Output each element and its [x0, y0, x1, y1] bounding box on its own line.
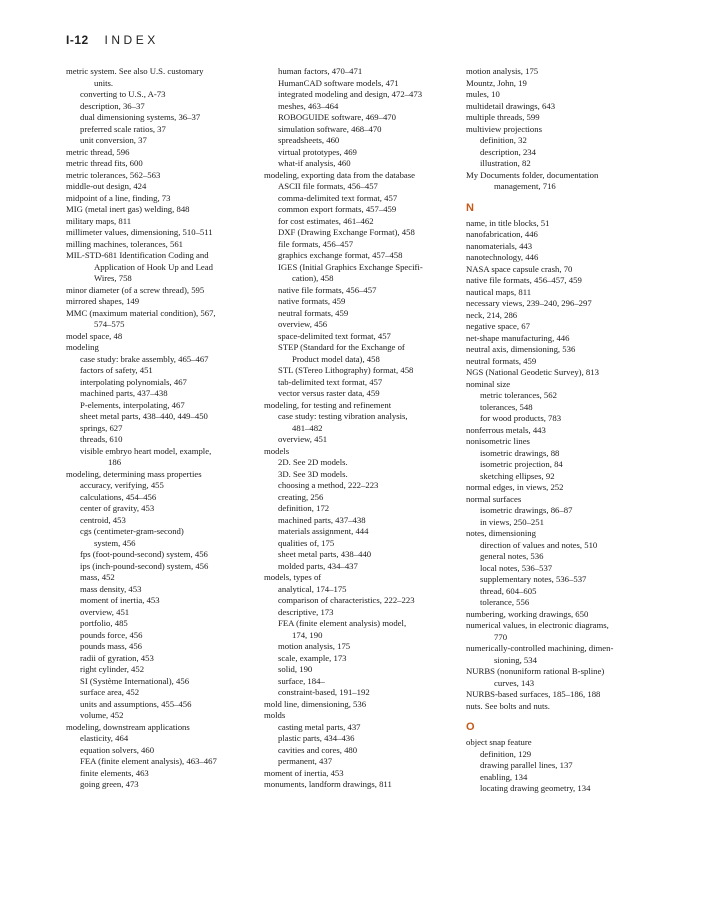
- index-subentry: sheet metal parts, 438–440, 449–450: [80, 411, 208, 421]
- index-subentry: ROBOGUIDE software, 469–470: [278, 112, 396, 122]
- index-subentry: general notes, 536: [480, 551, 544, 561]
- index-subentry: meshes, 463–464: [278, 100, 339, 111]
- index-entry: multiple threads, 599: [466, 112, 540, 122]
- index-subentry: sheet metal parts, 438–440: [278, 549, 372, 559]
- index-entry: nonisometric lines: [466, 436, 530, 446]
- index-entry: nanofabrication, 446: [466, 229, 538, 239]
- index-subentry: creating, 256: [278, 491, 324, 502]
- index-subentry: description, 36–37: [80, 100, 145, 111]
- index-entry: mold line, dimensioning, 536: [264, 698, 367, 709]
- index-subentry: case study: brake assembly, 465–467: [80, 353, 209, 364]
- index-entry: models, types of: [264, 572, 322, 582]
- index-entry: models: [264, 445, 290, 456]
- index-subentry: STL (STereo Lithography) format, 458: [278, 365, 414, 375]
- index-entry: modeling, downstream applications: [66, 721, 190, 732]
- index-entry: MIL-STD-681 Identification Coding and: [66, 250, 209, 260]
- index-subentry: for cost estimates, 461–462: [278, 215, 374, 226]
- index-entry: notes, dimensioning: [466, 528, 536, 538]
- index-subentry: cation), 458: [292, 273, 334, 283]
- index-subentry: supplementary notes, 536–537: [480, 574, 587, 584]
- index-subentry: materials assignment, 444: [278, 526, 369, 536]
- index-entry: object snap feature: [466, 737, 532, 747]
- index-subentry: choosing a method, 222–223: [278, 480, 379, 490]
- index-subentry: unit conversion, 37: [80, 135, 147, 145]
- index-entry: normal edges, in views, 252: [466, 482, 564, 492]
- index-subentry: in views, 250–251: [480, 516, 544, 527]
- index-entry: middle-out design, 424: [66, 181, 147, 191]
- index-subentry: permanent, 437: [278, 756, 333, 766]
- index-entry: motion analysis, 175: [466, 66, 539, 76]
- index-subentry: preferred scale ratios, 37: [80, 123, 166, 134]
- index-subentry: isometric drawings, 86–87: [480, 505, 573, 515]
- index-subentry: descriptive, 173: [278, 606, 334, 617]
- index-subentry: thread, 604–605: [480, 585, 537, 596]
- index-subentry: overview, 451: [80, 606, 130, 617]
- index-entry: NGS (National Geodetic Survey), 813: [466, 367, 599, 377]
- index-subentry: solid, 190: [278, 664, 313, 674]
- index-subentry: right cylinder, 452: [80, 664, 145, 674]
- index-subentry: equation solvers, 460: [80, 744, 155, 755]
- index-subentry: constraint-based, 191–192: [278, 687, 370, 697]
- index-entry: My Documents folder, documentation: [466, 169, 599, 180]
- index-subentry: pounds force, 456: [80, 629, 143, 640]
- index-entry: NURBS (nonuniform rational B-spline): [466, 666, 605, 676]
- index-subentry: neutral formats, 459: [278, 307, 349, 318]
- index-subentry: file formats, 456–457: [278, 238, 354, 249]
- index-subentry: ips (inch-pound-second) system, 456: [80, 560, 209, 571]
- index-subentry: illustration, 82: [480, 158, 531, 168]
- index-subentry: drawing parallel lines, 137: [480, 760, 573, 770]
- index-subentry: Product model data), 458: [292, 353, 380, 364]
- index-subentry: sioning, 534: [494, 654, 537, 665]
- index-subentry: native file formats, 456–457: [278, 284, 377, 295]
- index-entry: neck, 214, 286: [466, 309, 518, 320]
- index-subentry: definition, 32: [480, 135, 527, 145]
- index-entry: millimeter values, dimensioning, 510–511: [66, 227, 213, 237]
- index-subentry: direction of values and notes, 510: [480, 539, 598, 550]
- index-subentry: isometric drawings, 88: [480, 447, 560, 458]
- index-column-3: [466, 66, 652, 795]
- index-subentry: comma-delimited text format, 457: [278, 192, 398, 203]
- index-subentry: comparison of characteristics, 222–223: [278, 595, 415, 605]
- index-entry: mules, 10: [466, 89, 500, 99]
- index-subentry: molded parts, 434–437: [278, 560, 358, 571]
- index-subentry: metric tolerances, 562: [480, 390, 557, 400]
- index-entry: neutral formats, 459: [466, 355, 537, 366]
- index-entry: model space, 48: [66, 330, 123, 341]
- index-subentry: moment of inertia, 453: [80, 595, 160, 605]
- index-subentry: 2D. See 2D models.: [278, 457, 348, 467]
- index-subentry: curves, 143: [494, 677, 535, 688]
- index-entry: necessary views, 239–240, 296–297: [466, 298, 592, 308]
- index-subentry: for wood products, 783: [480, 413, 562, 423]
- index-subentry: portfolio, 485: [80, 618, 128, 628]
- index-entry: numerically-controlled machining, dimen-: [466, 643, 614, 653]
- index-subentry: Application of Hook Up and Lead: [94, 261, 213, 272]
- index-subentry: 174, 190: [292, 629, 323, 640]
- index-entry: midpoint of a line, finding, 73: [66, 192, 171, 203]
- index-entry: moment of inertia, 453: [264, 767, 344, 778]
- index-entry: minor diameter (of a screw thread), 595: [66, 284, 205, 295]
- index-entry: monuments, landform drawings, 811: [264, 779, 392, 789]
- index-subentry: description, 234: [480, 146, 536, 157]
- index-subentry: qualities of, 175: [278, 537, 335, 548]
- index-subentry: accuracy, verifying, 455: [80, 480, 164, 490]
- index-entry: neutral axis, dimensioning, 536: [466, 344, 576, 354]
- index-subentry: IGES (Initial Graphics Exchange Specifi-: [278, 261, 423, 272]
- index-subentry: units.: [94, 77, 114, 88]
- index-subentry: centroid, 453: [80, 514, 126, 525]
- index-entry: NASA space capsule crash, 70: [466, 263, 573, 274]
- index-subentry: isometric projection, 84: [480, 459, 563, 469]
- index-subentry: finite elements, 463: [80, 767, 149, 778]
- index-entry: molds: [264, 710, 286, 720]
- index-subentry: simulation software, 468–470: [278, 123, 382, 134]
- index-entry: modeling: [66, 342, 99, 352]
- index-entry: nuts. See bolts and nuts.: [466, 700, 550, 711]
- index-subentry: tolerance, 556: [480, 597, 530, 607]
- index-subentry: cgs (centimeter-gram-second): [80, 526, 184, 536]
- index-subentry: cavities and cores, 480: [278, 744, 358, 755]
- index-subentry: springs, 627: [80, 422, 123, 433]
- index-subentry: threads, 610: [80, 434, 123, 444]
- page-number: I-12: [66, 33, 89, 47]
- index-subentry: visible embryo heart model, example,: [80, 445, 212, 456]
- index-entry: metric thread, 596: [66, 146, 130, 157]
- index-subentry: 770: [494, 631, 508, 642]
- index-subentry: sketching ellipses, 92: [480, 470, 555, 481]
- index-subentry: dual dimensioning systems, 36–37: [80, 112, 201, 122]
- index-subentry: integrated modeling and design, 472–473: [278, 89, 423, 99]
- index-subentry: radii of gyration, 453: [80, 652, 154, 663]
- index-subentry: DXF (Drawing Exchange Format), 458: [278, 227, 415, 237]
- index-subentry: going green, 473: [80, 779, 139, 789]
- index-entry: milling machines, tolerances, 561: [66, 238, 184, 249]
- section-letter: N: [466, 201, 474, 214]
- index-subentry: definition, 172: [278, 503, 330, 513]
- index-entry: modeling, determining mass properties: [66, 468, 202, 479]
- index-subentry: scale, example, 173: [278, 652, 347, 663]
- index-subentry: human factors, 470–471: [278, 66, 363, 76]
- page-header: [66, 33, 159, 47]
- index-subentry: virtual prototypes, 469: [278, 146, 357, 157]
- index-entry: metric thread fits, 600: [66, 158, 143, 168]
- index-subentry: casting metal parts, 437: [278, 721, 361, 732]
- index-subentry: enabling, 134: [480, 771, 528, 782]
- index-entry: normal surfaces: [466, 493, 522, 504]
- index-entry: nanotechnology, 446: [466, 252, 539, 262]
- index-subentry: system, 456: [94, 537, 136, 548]
- index-subentry: converting to U.S., A-73: [80, 89, 166, 99]
- index-entry: MMC (maximum material condition), 567,: [66, 307, 216, 318]
- index-subentry: analytical, 174–175: [278, 583, 347, 594]
- section-letter: O: [466, 721, 475, 733]
- index-subentry: motion analysis, 175: [278, 641, 351, 651]
- index-subentry: common export formats, 457–459: [278, 204, 397, 214]
- index-entry: nautical maps, 811: [466, 286, 532, 297]
- index-subentry: mass, 452: [80, 572, 115, 582]
- index-subentry: what-if analysis, 460: [278, 158, 351, 168]
- index-subentry: HumanCAD software models, 471: [278, 77, 399, 88]
- index-subentry: 481–482: [292, 422, 323, 433]
- index-subentry: units and assumptions, 455–456: [80, 698, 192, 709]
- index-column-1: [66, 66, 248, 791]
- index-subentry: management, 716: [494, 181, 556, 191]
- index-entry: nonferrous metals, 443: [466, 424, 546, 435]
- index-subentry: ASCII file formats, 456–457: [278, 181, 378, 191]
- index-subentry: tolerances, 548: [480, 401, 533, 412]
- index-subentry: 3D. See 3D models.: [278, 468, 348, 479]
- index-entry: numerical values, in electronic diagrams,: [466, 620, 609, 630]
- index-subentry: 574–575: [94, 319, 125, 329]
- index-entry: metric tolerances, 562–563: [66, 169, 161, 180]
- index-entry: NURBS-based surfaces, 185–186, 188: [466, 689, 601, 699]
- index-subentry: machined parts, 437–438: [278, 514, 366, 525]
- index-subentry: FEA (finite element analysis) model,: [278, 618, 407, 628]
- index-subentry: case study: testing vibration analysis,: [278, 411, 408, 421]
- index-subentry: Wires, 758: [94, 273, 132, 283]
- index-entry: mirrored shapes, 149: [66, 296, 140, 306]
- index-subentry: plastic parts, 434–436: [278, 733, 355, 743]
- index-subentry: locating drawing geometry, 134: [480, 783, 591, 793]
- index-subentry: volume, 452: [80, 710, 124, 720]
- index-entry: name, in title blocks, 51: [466, 217, 550, 228]
- index-subentry: overview, 451: [278, 434, 328, 444]
- index-entry: native file formats, 456–457, 459: [466, 275, 582, 285]
- index-entry: nominal size: [466, 378, 511, 389]
- index-entry: modeling, exporting data from the database: [264, 169, 416, 180]
- index-subentry: factors of safety, 451: [80, 365, 153, 375]
- index-entry: Mountz, John, 19: [466, 77, 527, 88]
- index-subentry: center of gravity, 453: [80, 503, 155, 513]
- index-entry: nanomaterials, 443: [466, 240, 533, 251]
- index-subentry: surface area, 452: [80, 687, 140, 697]
- index-subentry: mass density, 453: [80, 583, 142, 594]
- index-subentry: P-elements, interpolating, 467: [80, 399, 185, 410]
- index-entry: net-shape manufacturing, 446: [466, 332, 570, 343]
- index-entry: numbering, working drawings, 650: [466, 608, 589, 619]
- index-subentry: fps (foot-pound-second) system, 456: [80, 549, 208, 559]
- index-subentry: calculations, 454–456: [80, 491, 157, 502]
- index-entry: negative space, 67: [466, 321, 530, 331]
- index-subentry: machined parts, 437–438: [80, 388, 168, 398]
- index-column-2: [264, 66, 454, 791]
- section-label: INDEX: [104, 33, 159, 47]
- index-subentry: vector versus raster data, 459: [278, 388, 380, 398]
- index-subentry: surface, 184–: [278, 675, 325, 686]
- index-entry: metric system. See also U.S. customary: [66, 66, 204, 76]
- index-subentry: definition, 129: [480, 748, 532, 759]
- index-entry: multidetail drawings, 643: [466, 100, 556, 111]
- index-subentry: native formats, 459: [278, 296, 346, 306]
- index-subentry: spreadsheets, 460: [278, 135, 340, 145]
- index-entry: multiview projections: [466, 123, 543, 134]
- index-subentry: STEP (Standard for the Exchange of: [278, 342, 405, 352]
- index-subentry: graphics exchange format, 457–458: [278, 250, 403, 260]
- index-subentry: 186: [108, 457, 122, 467]
- index-subentry: interpolating polynomials, 467: [80, 376, 187, 387]
- index-subentry: tab-delimited text format, 457: [278, 376, 383, 387]
- index-entry: MIG (metal inert gas) welding, 848: [66, 204, 190, 214]
- index-subentry: FEA (finite element analysis), 463–467: [80, 756, 217, 766]
- index-subentry: overview, 456: [278, 319, 328, 329]
- index-subentry: pounds mass, 456: [80, 641, 143, 651]
- index-subentry: elasticity, 464: [80, 733, 129, 743]
- index-subentry: SI (Système International), 456: [80, 675, 190, 686]
- index-entry: military maps, 811: [66, 215, 132, 226]
- index-subentry: local notes, 536–537: [480, 562, 553, 573]
- index-entry: modeling, for testing and refinement: [264, 399, 392, 410]
- index-subentry: space-delimited text format, 457: [278, 330, 391, 341]
